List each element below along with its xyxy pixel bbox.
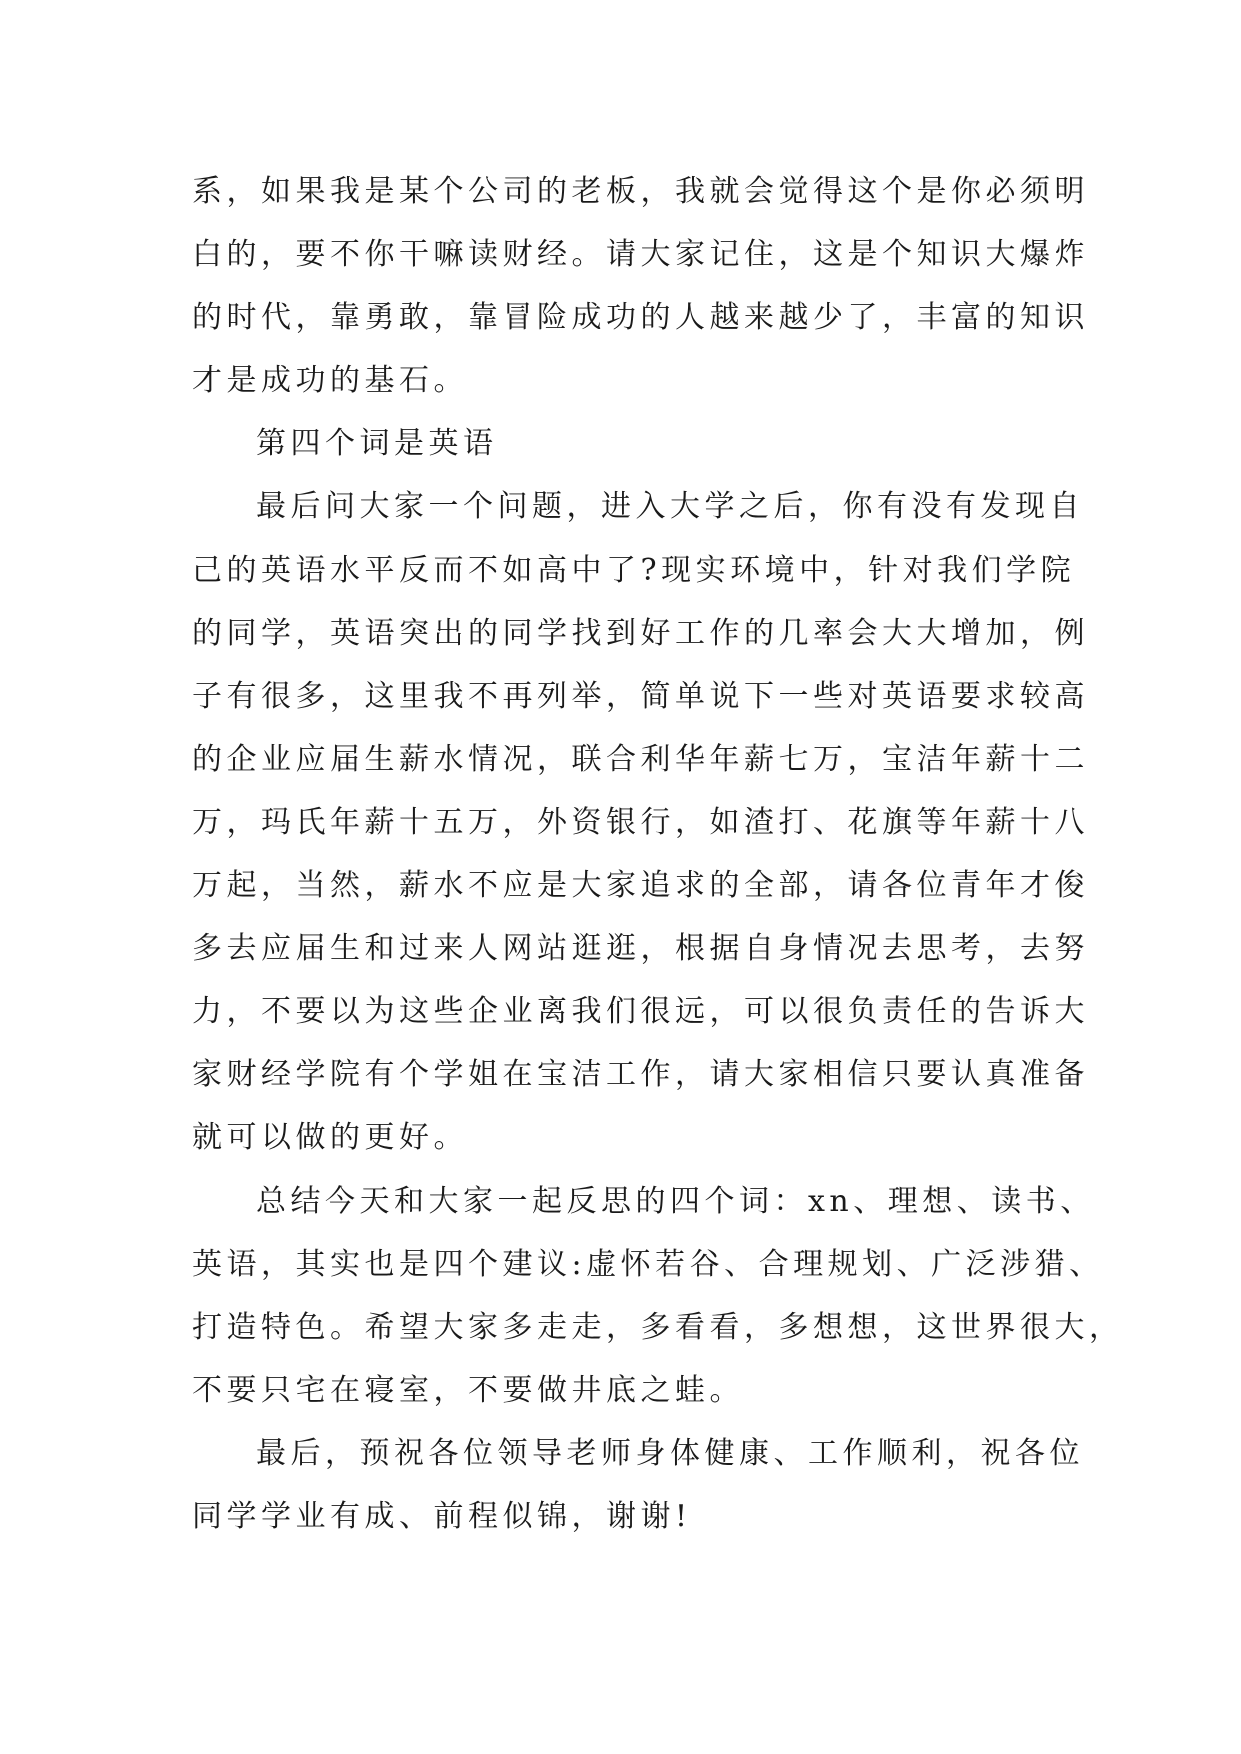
text-line: 的时代，靠勇敢，靠冒险成功的人越来越少了，丰富的知识 [192,300,1089,336]
text-line: 多去应届生和过来人网站逛逛，根据自身情况去思考，去努 [192,931,1089,967]
text-line: 总结今天和大家一起反思的四个词：xn、理想、读书、 [256,1183,1095,1219]
section-heading: 第四个词是英语 [256,426,498,462]
text-line: 力，不要以为这些企业离我们很远，可以很负责任的告诉大 [192,994,1089,1030]
text-line: 不要只宅在寝室，不要做井底之蛙。 [192,1372,744,1408]
text-line: 己的英语水平反而不如高中了?现实环境中，针对我们学院 [192,552,1076,588]
text-line: 系，如果我是某个公司的老板，我就会觉得这个是你必须明 [192,174,1089,209]
text-line: 的企业应届生薪水情况，联合利华年薪七万，宝洁年薪十二 [192,741,1089,777]
text-line: 家财经学院有个学姐在宝洁工作，请大家相信只要认真准备 [192,1057,1089,1093]
text-line: 白的，要不你干嘛读财经。请大家记住，这是个知识大爆炸 [192,237,1089,273]
text-line: 子有很多，这里我不再列举，简单说下一些对英语要求较高 [192,678,1089,714]
text-line: 同学学业有成、前程似锦，谢谢! [192,1498,692,1534]
text-line: 万起，当然，薪水不应是大家追求的全部，请各位青年才俊 [192,868,1089,904]
text-line: 英语，其实也是四个建议:虚怀若谷、合理规划、广泛涉猎、 [192,1246,1104,1282]
text-line: 才是成功的基石。 [192,363,468,399]
text-line: 打造特色。希望大家多走走，多看看，多想想，这世界很大， [192,1309,1124,1345]
text-line: 万，玛氏年薪十五万，外资银行，如渣打、花旗等年薪十八 [192,804,1089,840]
text-line: 就可以做的更好。 [192,1120,468,1156]
text-line: 的同学，英语突出的同学找到好工作的几率会大大增加，例 [192,615,1089,651]
text-line: 最后问大家一个问题，进入大学之后，你有没有发现自 [256,489,1084,525]
text-line: 最后，预祝各位领导老师身体健康、工作顺利，祝各位 [256,1435,1084,1471]
document-body [192,160,1124,1548]
